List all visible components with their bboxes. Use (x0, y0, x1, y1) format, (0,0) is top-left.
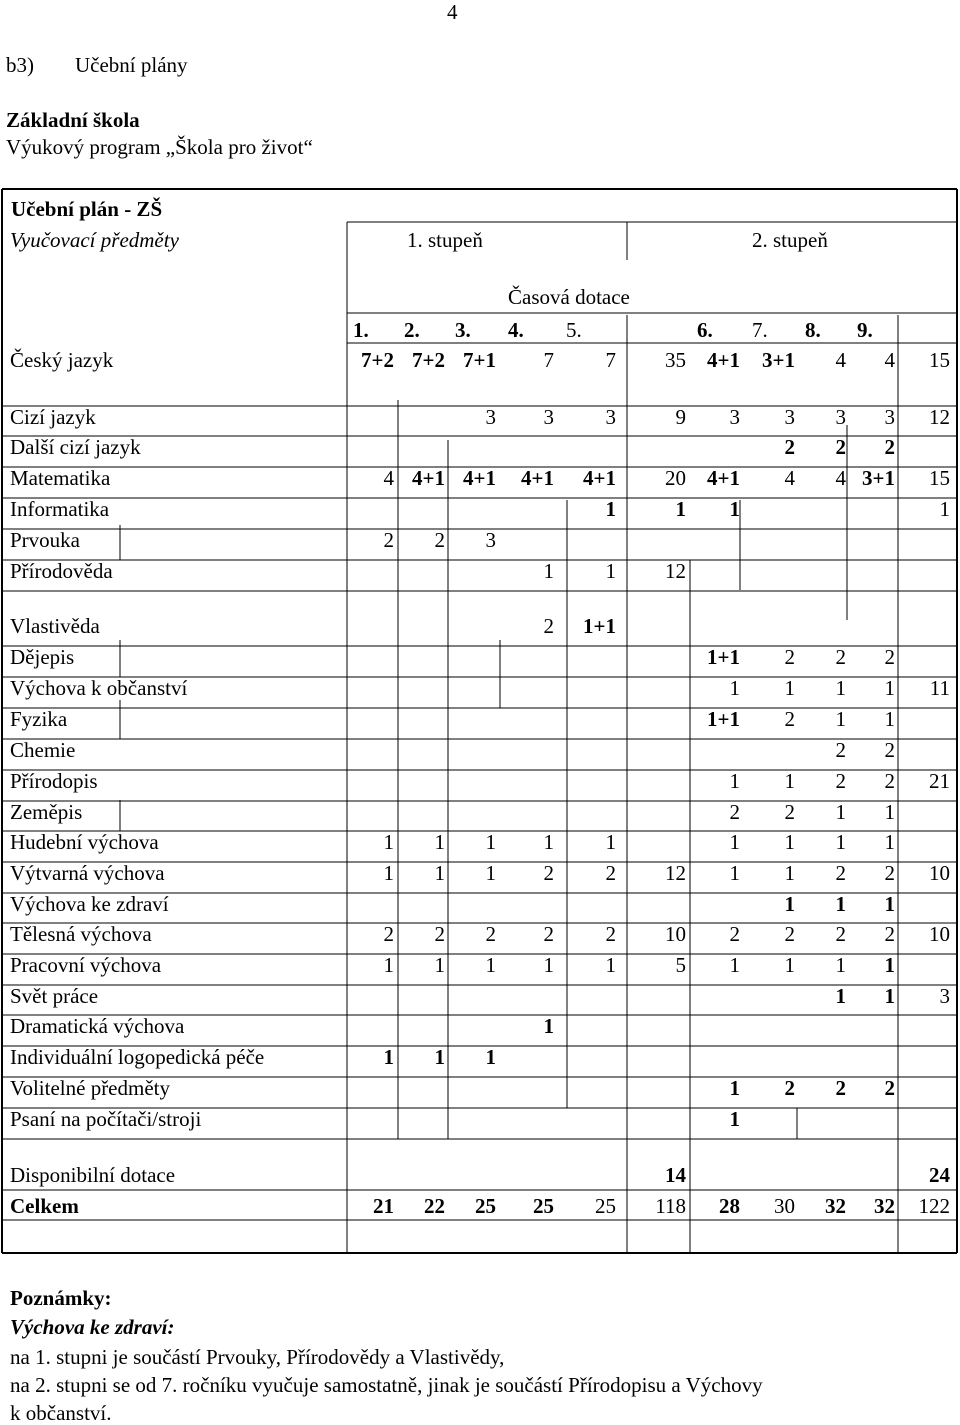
table-cell: 1 (729, 861, 740, 885)
row-label: Přírodověda (10, 559, 113, 583)
table-cell: 14 (665, 1163, 686, 1187)
table-cell: 1 (884, 984, 895, 1008)
table-cell: 2 (434, 528, 445, 552)
table-cell: 1 (605, 830, 616, 854)
table-cell: 4 (884, 348, 895, 372)
table-cell: 2 (383, 528, 394, 552)
row-label: Vlastivěda (10, 614, 100, 638)
table-cell: 2 (729, 800, 740, 824)
table-cell: 2 (835, 861, 846, 885)
table-cell: 2 (784, 645, 795, 669)
table-cell: 3 (485, 528, 496, 552)
table-cell: 4+1 (412, 466, 445, 490)
table-cell: 2 (835, 1076, 846, 1100)
table-cell: 1 (485, 1045, 496, 1069)
program-name: Výukový program „Škola pro život“ (6, 135, 313, 159)
table-cell: 1 (884, 800, 895, 824)
stage1-header: 1. stupeň (407, 228, 483, 252)
row-label: Výchova ke zdraví (10, 892, 169, 916)
table-heading: Učební plán - ZŠ (11, 197, 163, 221)
table-cell: 1 (543, 1014, 554, 1038)
section-title: Učební plány (75, 53, 188, 77)
row-label: Hudební výchova (10, 830, 159, 854)
table-cell: 3 (605, 405, 616, 429)
grade-header: 4. (508, 318, 524, 342)
table-cell: 3 (835, 405, 846, 429)
table-cell: 2 (434, 922, 445, 946)
grade-header: 7. (752, 318, 768, 342)
table-cell: 4 (835, 466, 846, 490)
table-cell: 2 (835, 645, 846, 669)
table-cell: 10 (929, 922, 950, 946)
table-cell: 2 (884, 769, 895, 793)
table-cell: 2 (884, 922, 895, 946)
row-label: Tělesná výchova (10, 922, 152, 946)
table-cell: 1 (605, 559, 616, 583)
table-cell: 30 (774, 1194, 795, 1218)
table-cell: 1 (605, 953, 616, 977)
table-cell: 4 (383, 466, 394, 490)
row-label: Cizí jazyk (10, 405, 96, 429)
table-cell: 4+1 (707, 466, 740, 490)
table-cell: 1 (884, 953, 895, 977)
row-label: Svět práce (10, 984, 99, 1008)
table-cell: 2 (605, 861, 616, 885)
table-cell: 1 (543, 953, 554, 977)
table-cell: 3 (884, 405, 895, 429)
table-cell: 10 (665, 922, 686, 946)
table-cell: 1 (729, 830, 740, 854)
row-label: Volitelné předměty (10, 1076, 170, 1100)
table-cell: 1 (434, 861, 445, 885)
row-label: Český jazyk (10, 348, 114, 372)
table-cell: 1 (729, 497, 740, 521)
table-cell: 2 (543, 614, 554, 638)
table-cell: 1 (434, 830, 445, 854)
table-cell: 2 (784, 435, 795, 459)
table-cell: 21 (929, 769, 950, 793)
table-cell: 1+1 (707, 645, 740, 669)
table-cell: 1 (675, 497, 686, 521)
table-cell: 35 (665, 348, 686, 372)
table-cell: 4+1 (521, 466, 554, 490)
table-cell: 122 (918, 1194, 950, 1218)
table-cell: 1 (784, 861, 795, 885)
table-cell: 1 (784, 953, 795, 977)
table-cell: 1 (884, 830, 895, 854)
subjects-header: Vyučovací předměty (10, 228, 179, 252)
table-cell: 2 (835, 922, 846, 946)
row-label: Dějepis (10, 645, 75, 669)
notes-heading: Poznámky: (10, 1286, 112, 1310)
row-label: Pracovní výchova (10, 953, 162, 977)
section-number: b3) (6, 53, 34, 77)
row-label: Chemie (10, 738, 76, 762)
table-cell: 25 (475, 1194, 496, 1218)
table-cell: 2 (543, 922, 554, 946)
table-cell: 2 (485, 922, 496, 946)
table-cell: 1 (383, 830, 394, 854)
table-cell: 1 (729, 676, 740, 700)
row-label: Individuální logopedická péče (10, 1045, 265, 1069)
table-cell: 1 (835, 830, 846, 854)
table-cell: 3 (543, 405, 554, 429)
notes-line-3: k občanství. (10, 1401, 112, 1425)
table-cell: 2 (784, 922, 795, 946)
table-cell: 1+1 (707, 707, 740, 731)
table-cell: 12 (665, 559, 686, 583)
grade-header: 6. (697, 318, 713, 342)
row-label: Přírodopis (10, 769, 98, 793)
table-cell: 15 (929, 466, 950, 490)
row-label: Informatika (10, 497, 110, 521)
table-cell: 28 (719, 1194, 740, 1218)
table-cell: 1 (784, 769, 795, 793)
table-cell: 3 (939, 984, 950, 1008)
table-cell: 2 (784, 800, 795, 824)
table-cell: 1 (383, 953, 394, 977)
table-cell: 2 (884, 861, 895, 885)
table-cell: 15 (929, 348, 950, 372)
table-cell: 1+1 (583, 614, 616, 638)
table-cell: 2 (835, 769, 846, 793)
table-cell: 1 (784, 892, 795, 916)
grade-header: 3. (455, 318, 471, 342)
row-label: Prvouka (10, 528, 80, 552)
grade-header: 8. (805, 318, 821, 342)
table-cell: 3+1 (762, 348, 795, 372)
table-cell: 3 (729, 405, 740, 429)
table-cell: 10 (929, 861, 950, 885)
table-cell: 1 (835, 892, 846, 916)
table-cell: 1 (884, 892, 895, 916)
table-cell: 4 (835, 348, 846, 372)
notes-subheading: Výchova ke zdraví: (10, 1315, 175, 1339)
table-cell: 4+1 (583, 466, 616, 490)
table-cell: 32 (874, 1194, 895, 1218)
table-cell: 2 (784, 707, 795, 731)
time-header: Časová dotace (508, 285, 630, 309)
row-label: Výtvarná výchova (10, 861, 165, 885)
notes-line-2: na 2. stupni se od 7. ročníku vyučuje samostatně, jinak je součástí Přírodopisu a Výchovy (10, 1373, 763, 1397)
table-cell: 1 (729, 1107, 740, 1131)
row-label: Matematika (10, 466, 111, 490)
table-cell: 1 (543, 830, 554, 854)
table-cell: 2 (884, 1076, 895, 1100)
row-label: Zeměpis (10, 800, 83, 824)
table-cell: 7+2 (412, 348, 445, 372)
table-cell: 7+2 (361, 348, 394, 372)
table-cell: 1 (835, 984, 846, 1008)
table-cell: 118 (655, 1194, 686, 1218)
table-cell: 1 (605, 497, 616, 521)
table-cell: 2 (884, 435, 895, 459)
table-cell: 2 (729, 922, 740, 946)
table-cell: 1 (784, 676, 795, 700)
table-cell: 25 (595, 1194, 616, 1218)
table-cell: 32 (825, 1194, 846, 1218)
table-cell: 9 (675, 405, 686, 429)
table-cell: 1 (835, 800, 846, 824)
row-label: Další cizí jazyk (10, 435, 141, 459)
grade-header: 5. (566, 318, 582, 342)
table-cell: 2 (884, 738, 895, 762)
table-cell: 1 (835, 707, 846, 731)
table-cell: 1 (884, 676, 895, 700)
row-label: Psaní na počítači/stroji (10, 1107, 202, 1131)
table-cell: 1 (383, 861, 394, 885)
table-cell: 7 (543, 348, 554, 372)
notes-line-1: na 1. stupni je součástí Prvouky, Přírodovědy a Vlastivědy, (10, 1345, 505, 1369)
table-cell: 2 (835, 435, 846, 459)
table-cell: 1 (729, 769, 740, 793)
table-cell: 2 (383, 922, 394, 946)
table-cell: 12 (665, 861, 686, 885)
grade-header: 9. (857, 318, 873, 342)
table-cell: 3 (784, 405, 795, 429)
table-cell: 1 (729, 953, 740, 977)
row-label: Fyzika (10, 707, 68, 731)
table-cell: 11 (929, 676, 950, 700)
table-cell: 1 (835, 953, 846, 977)
table-cell: 2 (605, 922, 616, 946)
table-cell: 20 (665, 466, 686, 490)
table-cell: 4+1 (707, 348, 740, 372)
page-number: 4 (447, 0, 458, 24)
grade-header: 2. (404, 318, 420, 342)
table-cell: 3+1 (862, 466, 895, 490)
school-title: Základní škola (6, 108, 140, 132)
table-cell: 21 (373, 1194, 394, 1218)
row-label: Výchova k občanství (10, 676, 188, 700)
table-cell: 1 (835, 676, 846, 700)
table-cell: 7+1 (463, 348, 496, 372)
table-cell: 12 (929, 405, 950, 429)
table-cell: 2 (884, 645, 895, 669)
table-cell: 3 (485, 405, 496, 429)
table-cell: 2 (784, 1076, 795, 1100)
table-cell: 1 (485, 861, 496, 885)
table-cell: 1 (784, 830, 795, 854)
table-cell: 4 (784, 466, 795, 490)
table-cell: 22 (424, 1194, 445, 1218)
table-cell: 1 (729, 1076, 740, 1100)
table-cell: 1 (383, 1045, 394, 1069)
table-cell: 1 (485, 953, 496, 977)
grade-header: 1. (353, 318, 369, 342)
table-cell: 1 (884, 707, 895, 731)
table-cell: 7 (605, 348, 616, 372)
table-cell: 4+1 (463, 466, 496, 490)
row-label: Dramatická výchova (10, 1014, 185, 1038)
table-cell: 2 (835, 738, 846, 762)
row-label: Celkem (10, 1194, 79, 1218)
table-cell: 1 (939, 497, 950, 521)
table-cell: 1 (543, 559, 554, 583)
stage2-header: 2. stupeň (752, 228, 828, 252)
table-cell: 1 (434, 953, 445, 977)
row-label: Disponibilní dotace (10, 1163, 176, 1187)
table-cell: 2 (543, 861, 554, 885)
table-cell: 25 (533, 1194, 554, 1218)
table-cell: 5 (675, 953, 686, 977)
table-cell: 24 (929, 1163, 950, 1187)
table-cell: 1 (485, 830, 496, 854)
table-cell: 1 (434, 1045, 445, 1069)
